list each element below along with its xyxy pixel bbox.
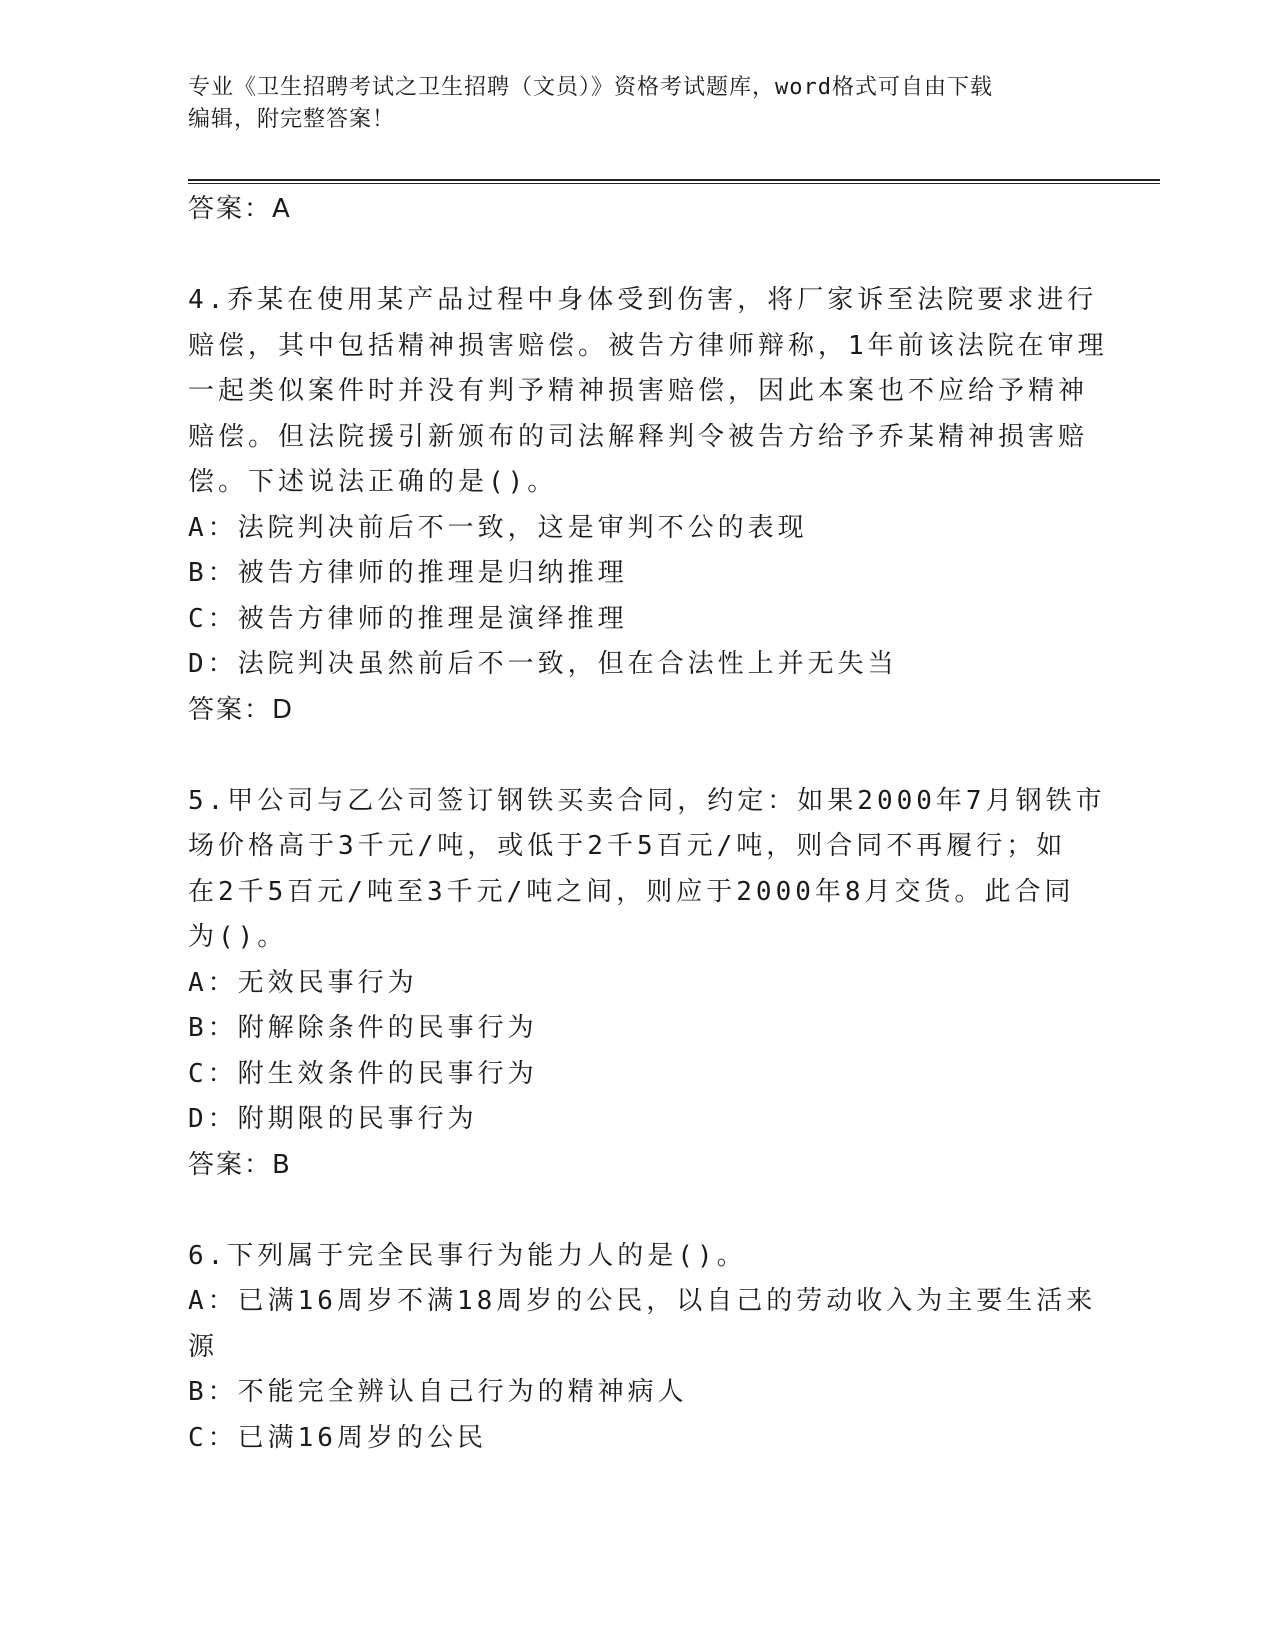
question-5-option-b: B：附解除条件的民事行为 bbox=[188, 1013, 538, 1043]
question-6-stem-line: 6.下列属于完全民事行为能力人的是()。 bbox=[188, 1240, 747, 1271]
header-line-2: 编辑，附完整答案！ bbox=[188, 107, 396, 132]
question-5-option-a: A：无效民事行为 bbox=[188, 967, 418, 998]
document-header bbox=[188, 72, 1088, 136]
question-6-option-a: A：已满16周岁不满18周岁的公民，以自己的劳动收入为主要生活来 bbox=[188, 1286, 1097, 1316]
header-divider-bottom bbox=[188, 183, 1160, 184]
header-line-1: 专业《卫生招聘考试之卫生招聘（文员）》资格考试题库，word格式可自由下载 bbox=[188, 75, 993, 100]
answer-q4: 答案：D bbox=[188, 694, 295, 725]
question-5-option-c: C：附生效条件的民事行为 bbox=[188, 1058, 538, 1089]
question-5-stem-line: 在2千5百元/吨至3千元/吨之间，则应于2000年8月交货。此合同 bbox=[188, 876, 1075, 907]
question-4-stem-line: 4.乔某在使用某产品过程中身体受到伤害，将厂家诉至法院要求进行 bbox=[188, 285, 1098, 315]
answer-q3: 答案：A bbox=[188, 194, 292, 224]
question-4-stem-line: 赔偿，其中包括精神损害赔偿。被告方律师辩称，1年前该法院在审理 bbox=[188, 330, 1108, 361]
spacer bbox=[188, 233, 1088, 279]
question-4-option-d: D：法院判决虽然前后不一致，但在合法性上并无失当 bbox=[188, 649, 898, 679]
spacer bbox=[188, 733, 1088, 779]
spacer bbox=[188, 1188, 1088, 1234]
question-5-option-d: D：附期限的民事行为 bbox=[188, 1104, 478, 1134]
question-5-stem-line: 5.甲公司与乙公司签订钢铁买卖合同，约定：如果2000年7月钢铁市 bbox=[188, 785, 1106, 816]
question-5-stem-line: 为()。 bbox=[188, 922, 288, 952]
question-6 bbox=[188, 1234, 1097, 1462]
question-6-option-c: C：已满16周岁的公民 bbox=[188, 1422, 487, 1453]
answer-q5: 答案：B bbox=[188, 1149, 292, 1180]
question-4-option-b: B：被告方律师的推理是归纳推理 bbox=[188, 558, 628, 588]
question-4-option-c: C：被告方律师的推理是演绎推理 bbox=[188, 603, 628, 634]
question-4-stem-line: 赔偿。但法院援引新颁布的司法解释判令被告方给予乔某精神损害赔 bbox=[188, 421, 1089, 452]
question-5 bbox=[188, 779, 1106, 1189]
question-6-option-b: B：不能完全辨认自己行为的精神病人 bbox=[188, 1377, 688, 1407]
question-4-stem-line: 一起类似案件时并没有判予精神损害赔偿，因此本案也不应给予精神 bbox=[188, 376, 1089, 406]
question-5-stem-line: 场价格高于3千元/吨，或低于2千5百元/吨，则合同不再履行；如 bbox=[188, 831, 1067, 861]
question-4-stem-line: 偿。下述说法正确的是()。 bbox=[188, 467, 558, 497]
question-4-option-a: A：法院判决前后不一致，这是审判不公的表现 bbox=[188, 512, 808, 543]
question-list bbox=[188, 187, 1108, 1461]
question-6-option-a-continued: 源 bbox=[188, 1331, 219, 1362]
question-4 bbox=[188, 278, 1108, 733]
header-divider-top bbox=[188, 179, 1160, 181]
